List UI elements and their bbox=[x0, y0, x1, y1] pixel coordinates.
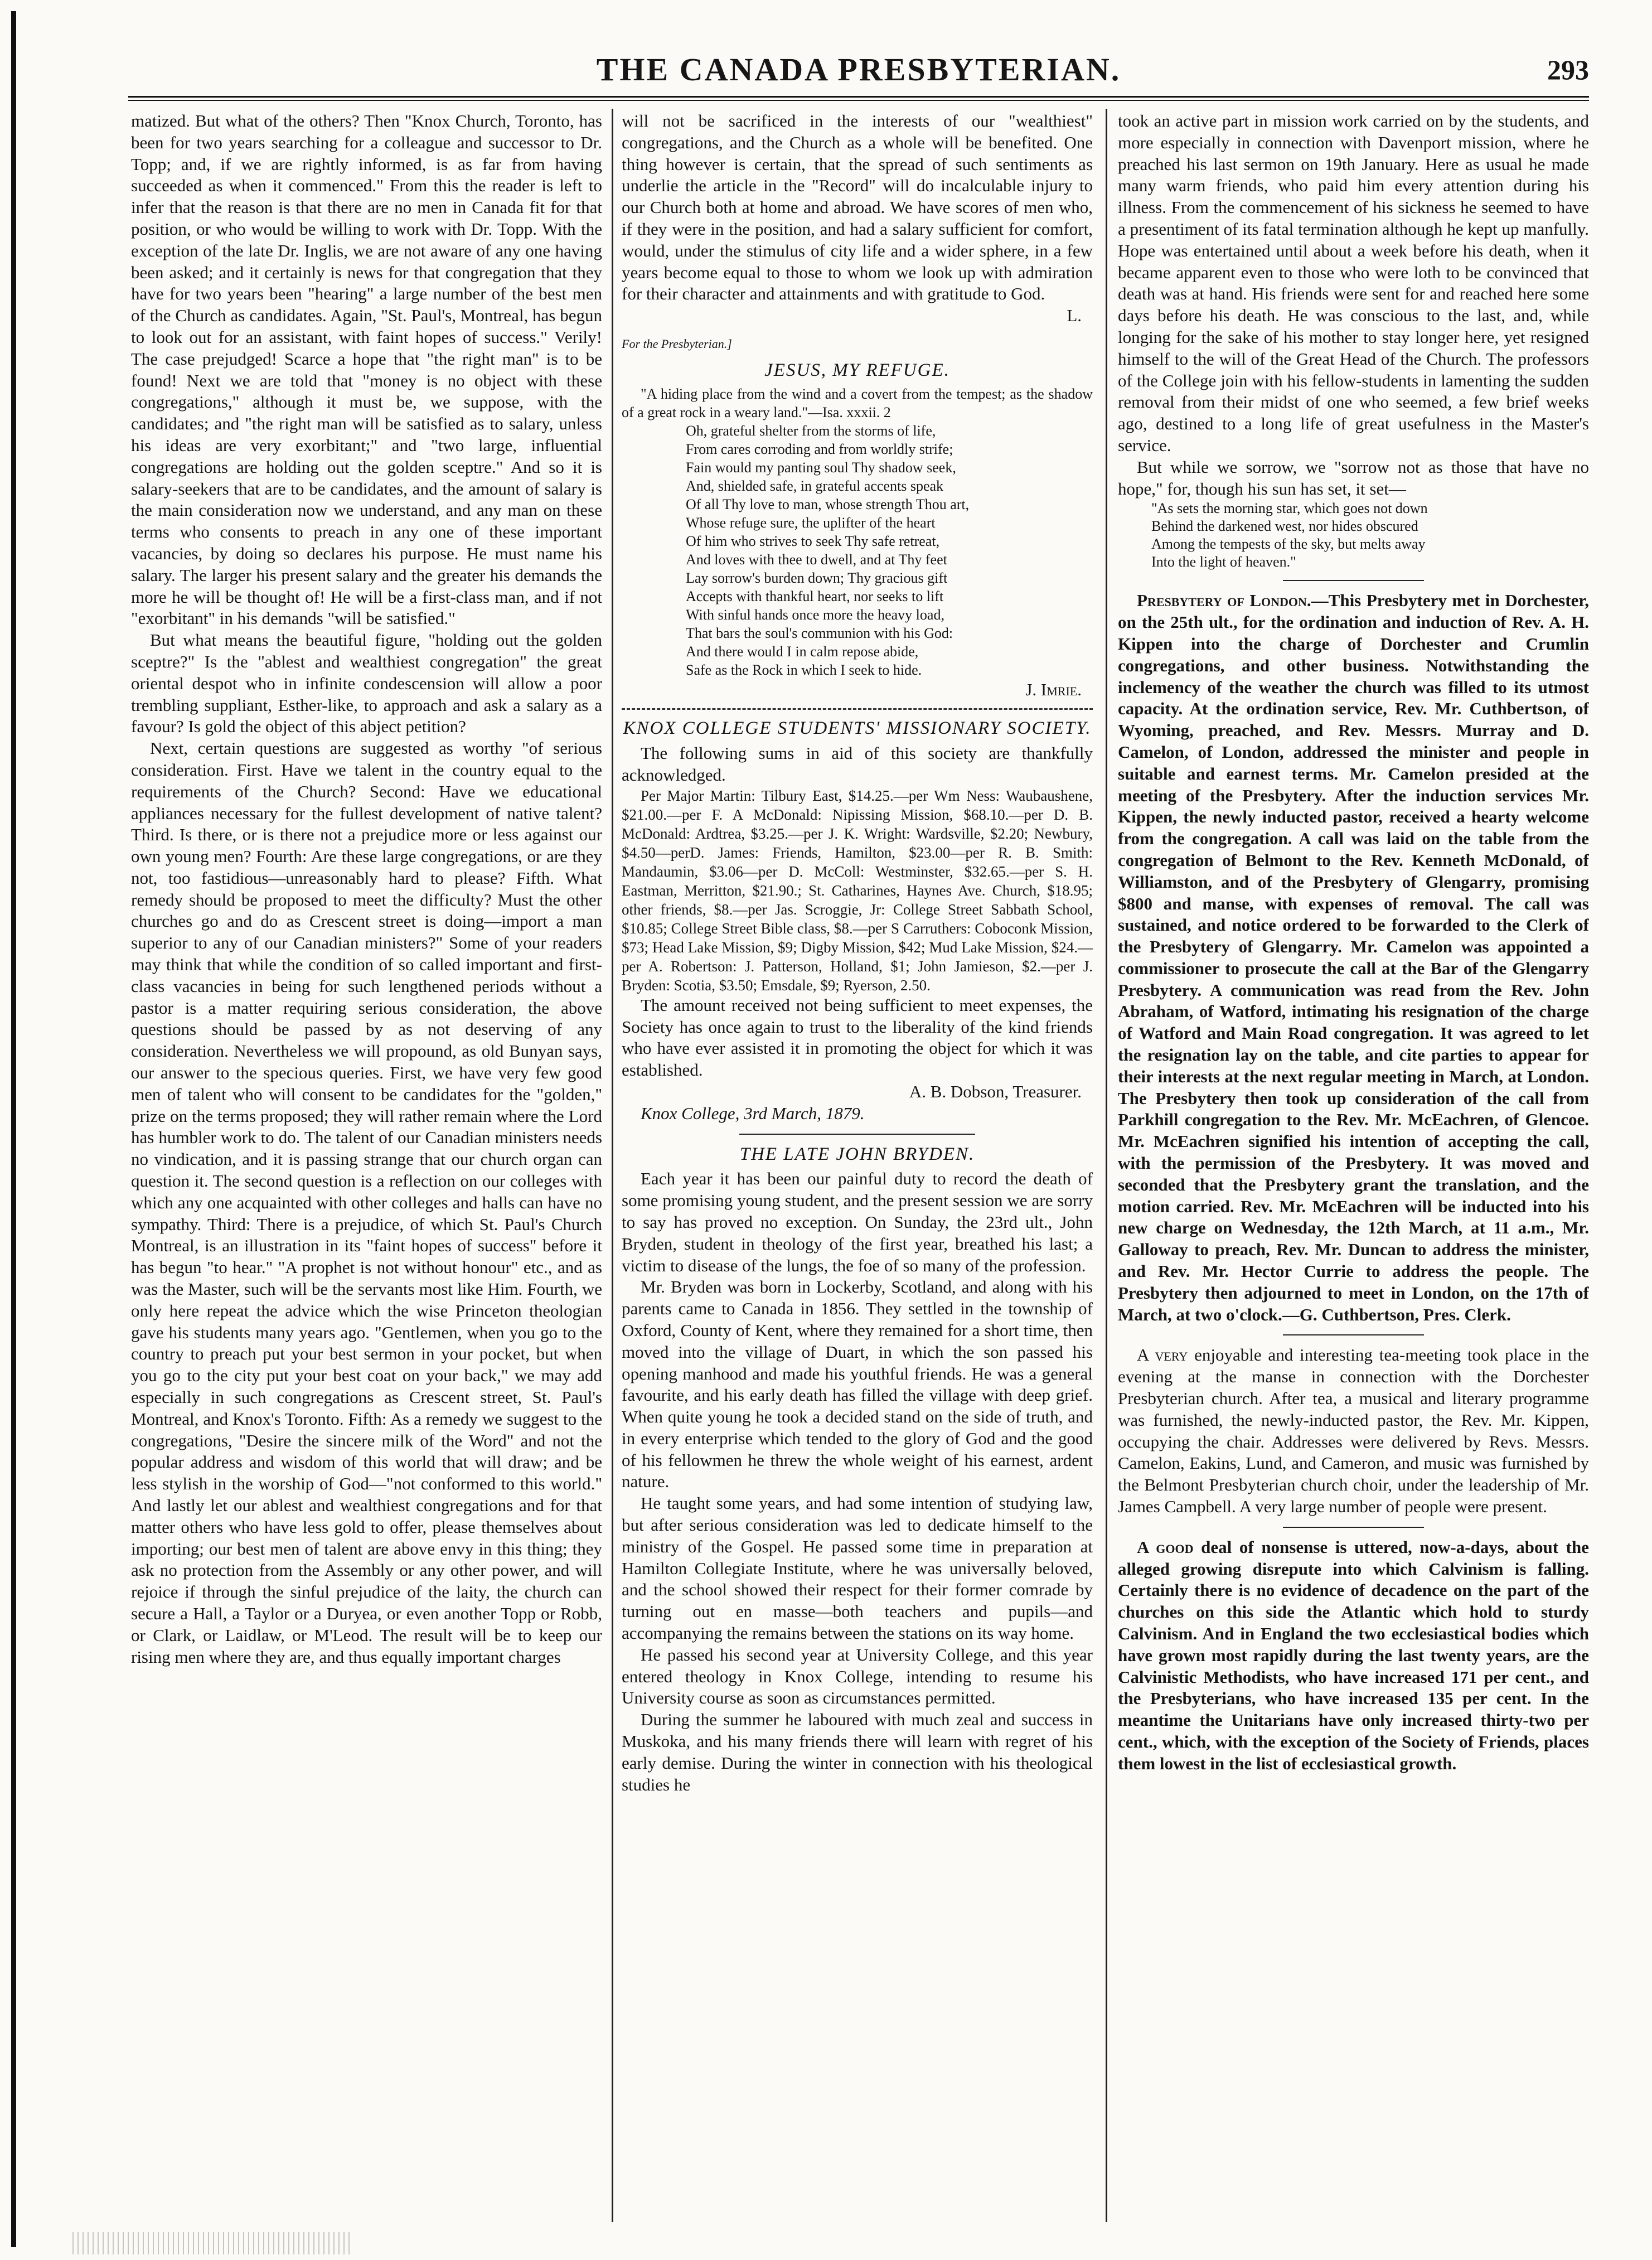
editorial-continued: will not be sacrificed in the interests of our "wealthiest" congregations, and the Church as a whole will be benefited. One thing however is certain, that the spread of such sentiments as underlie the article in the "Record" will do incalculable injury to our Church both at home and abroad. We have scores of men who, if they were in the position, and had a salary sufficient for comfort, would, under the stimulus of city life and a wider sphere, in a few years become equal to those to whom we look up with admiration for their character and attainments and with gratitude to God. bbox=[622, 111, 1093, 304]
quote-line: Behind the darkened west, nor hides obscured bbox=[1151, 518, 1418, 535]
society-dateline: Knox College, 3rd March, 1879. bbox=[641, 1103, 865, 1123]
presbytery-lead: Presbytery of London. bbox=[1137, 591, 1311, 611]
column-1 bbox=[131, 110, 602, 2224]
poem-byline: For the Presbyterian.] bbox=[622, 336, 732, 351]
poem-line: That bars the soul's communion with his God: bbox=[686, 625, 953, 641]
column-rule bbox=[612, 109, 613, 2222]
poem-title: JESUS, MY REFUGE. bbox=[764, 360, 950, 380]
obituary-title: THE LATE JOHN BRYDEN. bbox=[739, 1144, 975, 1164]
header-rule bbox=[128, 96, 1589, 98]
section-divider bbox=[739, 1134, 975, 1135]
section-divider bbox=[1283, 580, 1425, 581]
quote-line: Among the tempests of the sky, but melts away bbox=[1151, 536, 1426, 553]
header-rule-thin bbox=[128, 100, 1589, 101]
poem-line: Fain would my panting soul Thy shadow seek, bbox=[686, 459, 956, 476]
editorial-paragraph: But what means the beautiful figure, "holding out the golden sceptre?" Is the "ablest and wealthiest congregation" the great oriental despot who in infinite condescension will allow a poor trembling suppliant, Esther-like, to approach and ask a salary as a favour? Is gold the object of this abject petition? bbox=[131, 630, 602, 737]
tea-lead: A very bbox=[1137, 1345, 1188, 1365]
obituary-paragraph: He taught some years, and had some intention of studying law, but after serious consideration was led to dedicate himself to the ministry of the Gospel. He passed some time in preparation at Hamilton Collegiate Institute, where he was universally beloved, and the school showed their respect for their former comrade by turning out en masse—both teachers and pupils—and accompanying the remains between the stations on its way home. bbox=[622, 1493, 1093, 1643]
editorial-paragraph: matized. But what of the others? Then "Knox Church, Toronto, has been for two years searching for a colleague and successor to Dr. Topp; and, if we are rightly informed, is as far from having succeeded as when it commenced." From this the reader is left to infer that the reason is that there are no men in Canada fit for that position, or who would be willing to work with Dr. Topp. With the exception of the late Dr. Inglis, we are not aware of any one having been asked; and it certainly is news for that congregation that they have for two years been "hearing" a large number of the best men of the Church as candidates. Again, "St. Paul's, Montreal, has begun to look out for an assistant, with faint hopes of success." Verily! The case prejudged! Scarce a hope that "the right man" is to be found! Next we are told that "money is no object with these congregations," although it must be, we suppose, with the candidates; and "the right man will be satisfied as to salary, unless his ideas are very exorbitant;" and "two large, influential congregations are holding out the golden sceptre." And so it is salary-seekers that are to be candidates, and the amount of salary is the main consideration now we understand, and any man on these terms who consents to preach in any one of these important vacancies, by doing so declares his purpose. He must name his salary. The larger his present salary and the greater his demands the more he will be thought of! He will be a first-class man, and if not "exorbitant" in his demands "will be satisfied." bbox=[131, 111, 602, 628]
poem-line: Oh, grateful shelter from the storms of life, bbox=[686, 422, 936, 439]
masthead bbox=[128, 45, 1589, 95]
poem-line: Safe as the Rock in which I seek to hide. bbox=[686, 661, 922, 678]
poem-line: Of all Thy love to man, whose strength Thou art, bbox=[686, 496, 970, 512]
column-3 bbox=[1118, 110, 1589, 2224]
poem-line: And, shielded safe, in grateful accents speak bbox=[686, 477, 944, 494]
poem-line: Whose refuge sure, the uplifter of the heart bbox=[686, 514, 936, 531]
poem-line: And loves with thee to dwell, and at Thy feet bbox=[686, 551, 947, 568]
tea-text: enjoyable and interesting tea-meeting took place in the evening at the manse in connection with the Dorchester Presbyterian church. After tea, a musical and literary programme was furnished, the newly-inducted pastor, the Rev. Mr. Kippen, occupying the chair. Addresses were delivered by Revs. Messrs. Camelon, Eakins, Lund, and Cameron, and music was furnished by the Belmont Presbyterian church choir, under the leadership of Mr. James Campbell. A very large number of people were present. bbox=[1118, 1345, 1589, 1517]
calvin-text: deal of nonsense is uttered, now-a-days, about the alleged growing disrepute into which Calvinism is falling. Certainly there is no evidence of decadence on the part of the churches on this side the Atlantic which hold to sturdy Calvinism. And in England the two ecclesiastical bodies which have grown most rapidly during the last twenty years, are the Calvinistic Methodists, who have increased 171 per cent., and the Presbyterians, who have increased 135 per cent. In the meantime the Unitarians have only increased thirty-two per cent., which, with the exception of the Society of Friends, places them lowest in the list of ecclesiastical growth. bbox=[1118, 1537, 1589, 1773]
society-treasurer: A. B. Dobson, Treasurer. bbox=[909, 1081, 1082, 1101]
obituary-paragraph: Each year it has been our painful duty to record the death of some promising young student, and the present session we are sorry to say has proved no exception. On Sunday, the 23rd ult., John Bryden, student in theology of the first year, breathed his last; a victim to disease of the lungs, the foe of so many of the profession. bbox=[622, 1169, 1093, 1275]
editorial-signature: L. bbox=[1067, 306, 1082, 326]
poem-line: With sinful hands once more the heavy load, bbox=[686, 606, 944, 623]
section-divider bbox=[1283, 1334, 1425, 1335]
obituary-continued: took an active part in mission work carried on by the students, and more especially in connection with Davenport mission, where he preached his last sermon on 19th January. Here as usual he made many warm friends, who paid him every attention during his illness. From the commencement of his sickness he seemed to have a presentiment of its fatal termination although he kept up manfully. Hope was entertained until about a week before his death, when it became apparent even to those who were loth to be convinced that death was at hand. His friends were sent for and reached here some days before his death. He was conscious to the last, and, while longing for the sake of his mother to stay longer here, yet resigned himself to the will of the Great Head of the Church. The professors of the College join with his fellow-students in lamenting the sudden removal from their midst of one who seemed, a few brief weeks ago, destined to a long life of great usefulness in the Master's service. bbox=[1118, 111, 1589, 455]
poem-author: J. Imrie. bbox=[1025, 679, 1082, 699]
poem-epigraph: "A hiding place from the wind and a covert from the tempest; as the shadow of a great rock in a weary land."—Isa. xxxii. 2 bbox=[622, 385, 1093, 420]
presbytery-report bbox=[1118, 590, 1589, 1325]
page-binding-edge bbox=[11, 11, 16, 2247]
tea-meeting-report bbox=[1118, 1344, 1589, 1517]
section-divider bbox=[1283, 1527, 1425, 1528]
society-intro: The following sums in aid of this society are thankfully acknowledged. bbox=[622, 743, 1093, 785]
newspaper-title: THE CANADA PRESBYTERIAN. bbox=[596, 51, 1121, 88]
obituary-paragraph: But while we sorrow, we "sorrow not as those that have no hope," for, though his sun has set, it set— bbox=[1118, 457, 1589, 499]
column-2 bbox=[622, 110, 1093, 2224]
obituary-paragraph: During the summer he laboured with much zeal and success in Muskoka, and his many friends there will learn with regret of his early demise. During the winter in connection with his theological studies he bbox=[622, 1710, 1093, 1794]
quote-line: Into the light of heaven." bbox=[1151, 554, 1296, 570]
page-number: 293 bbox=[1547, 54, 1589, 85]
editorial-paragraph: Next, certain questions are suggested as worthy "of serious consideration. First. Have we talent in the country equal to the requirements of the Church? Second: Have we educational appliances necessary for the fullest development of native talent? Third. Is there, or is there not a prejudice more or less against our own young men? Fourth: Are these large congregations, or are they not, too fastidious—unreasonably hard to please? Fifth. What remedy should be proposed to meet the difficulty? Must the other churches go and do as Crescent street is doing—import a man superior to any of our Canadian ministers?" Some of your readers may think that while the condition of so called important and first-class vacancies in being for such lengthened periods without a pastor is a matter requiring serious consideration, the above questions should be passed by as not deserving of any consideration. Nevertheless we will propound, as old Bunyan says, our answer to the specious queries. First, we have very few good men of talent who will consent to be candidates for the "golden," prize on the terms proposed; they will rather remain where the Lord has humbler work to do. The talent of our Canadian ministers needs no vindication, and it is passing strange that our church organ can question it. The second question is a reflection on our colleges with which any one acquainted with other colleges and halls can have no sympathy. Third: There is a prejudice, of which St. Paul's Church Montreal, is an illustration in its "faint hopes of success" before it has begun "to hear." "A prophet is not without honour" etc., and as was the Master, such will be the servants most like Him. Fourth, we only here repeat the advice which the wise Princeton theologian gave his students many years ago. "Gentlemen, when you go to the country to preach put your best sermon in your pocket, but when you go to the city put your best coat on your back," we may add especially in such congregations as Crescent street, St. Paul's Montreal, and Knox's Toronto. Fifth: As a remedy we suggest to the congregations, "Desire the sincere milk of the Word" and not the popular address and wisdom of this world that will draw; and be less stylish in the worship of God—"not conformed to this world." And lastly let our ablest and wealthiest congregations and for that matter others who have less gold to offer, please themselves about importing; our best men of talent are above envy in this thing; they ask no protection from the Assembly or any other power, and will rejoice if through the sinful prejudice of the laity, the church can secure a Hall, a Taylor or a Duryea, or even another Topp or Robb, or Clark, or Laidlaw, or M'Leod. The result will be to keep our rising men where they are, and thus equally important charges bbox=[131, 738, 602, 1667]
poem-line: And there would I in calm repose abide, bbox=[686, 643, 919, 660]
obituary-quote bbox=[1151, 500, 1589, 571]
society-title: KNOX COLLEGE STUDENTS' MISSIONARY SOCIETY. bbox=[623, 718, 1092, 739]
poem-line: From cares corroding and from worldly strife; bbox=[686, 441, 953, 457]
print-speckle bbox=[72, 2232, 351, 2254]
section-divider bbox=[622, 708, 1093, 710]
obituary-paragraph: He passed his second year at University College, and this year entered theology in Knox College, intending to resume his University course as soon as circumstances permitted. bbox=[622, 1644, 1093, 1708]
obituary-paragraph: Mr. Bryden was born in Lockerby, Scotland, and along with his parents came to Canada in 1856. They settled in the township of Oxford, County of Kent, where they remained for a short time, then moved into the village of Duart, in which the son passed his opening manhood and made his youthful friends. He was a general favourite, and his early death has filled the village with deep grief. When quite young he took a decided stand on the side of truth, and in every enterprise which tended to the glory of God and the good of his fellowmen he threw the whole weight of his earnest, ardent nature. bbox=[622, 1277, 1093, 1492]
poem-line: Accepts with thankful heart, nor seeks to lift bbox=[686, 588, 944, 604]
poem-line: Of him who strives to seek Thy safe retreat, bbox=[686, 533, 940, 549]
poem-body bbox=[686, 422, 1093, 679]
calvinism-note bbox=[1118, 1537, 1589, 1775]
calvin-lead: A good bbox=[1137, 1537, 1194, 1557]
quote-line: "As sets the morning star, which goes not down bbox=[1151, 500, 1428, 517]
column-rule bbox=[1106, 109, 1107, 2222]
presbytery-text: —This Presbytery met in Dorchester, on the 25th ult., for the ordination and induction of Rev. A. H. Kippen into the charge of Dorchester and Crumlin congregations, and other business. Notwithstanding the inclemency of the weather the church was filled to its utmost capacity. At the ordination service, Rev. Mr. Cuthbertson, of Wyoming, preached, and Rev. Messrs. Murray and D. Camelon, of London, addressed the minister and people in suitable and earnest terms. Mr. Camelon presided at the meeting of the Presbytery. After the induction services Mr. Kippen, the newly inducted pastor, received a hearty welcome from the congregation. A call was laid on the table from the congregation of Belmont to the Rev. Kenneth McDonald, of Williamston, and of the Presbytery of Glengarry, promising $800 and manse, with expenses of removal. The call was sustained, and notice ordered to be forwarded to the Clerk of the Presbytery of Glengarry. Mr. Camelon was appointed a commissioner to prosecute the call at the Bar of the Glengarry Presbytery. A communication was read from the Rev. John Abraham, of Watford, intimating his resignation of the charge of Watford and Main Road congregation. It was agreed to let the resignation lay on the table, and cite parties to appear for their interests at the next regular meeting in March, at London. The Presbytery then took up consideration of the call from Parkhill congregation to the Rev. Mr. McEachren, of Glencoe. Mr. McEachren signified his intention of accepting the call, with the permission of the Presbytery. It was moved and seconded that the Presbytery grant the translation, and the motion carried. Rev. Mr. McEachren will be inducted into his new charge on Wednesday, the 12th March, at 11 a.m., Mr. Galloway to preach, Rev. Mr. Duncan to address the minister, and Rev. Mr. Hector Currie to address the people. The Presbytery then adjourned to meet in London, on the 17th of March, at two o'clock.—G. Cuthbertson, Pres. Clerk. bbox=[1118, 591, 1589, 1324]
poem-line: Lay sorrow's burden down; Thy gracious gift bbox=[686, 569, 948, 586]
society-donations: Per Major Martin: Tilbury East, $14.25.—per Wm Ness: Waubaushene, $21.00.—per F. A McDonald: Nipissing Mission, $68.10.—per D. B. McDonald: Ardtrea, $3.25.—per J. K. Wright: Wardsville, $2.20; Newbury, $4.50—perD. James: Friends, Hamilton, $23.00—per R. B. Smith: Mandaumin, $3.06—per D. McColl: Westminster, $32.65.—per S. H. Eastman, Merritton, $21.90.; St. Catharines, Haynes Ave. Church, $18.95; other friends, $8.—per Jas. Scroggie, Jr: College Street Sabbath School, $10.85; College Street Bible class, $8.—per S Carruthers: Coboconk Mission, $73; Head Lake Mission, $9; Digby Mission, $42; Mud Lake Mission, $24.—per A. Robertson: J. Patterson, Holland, $1; John Jamieson, $2.—per J. Bryden: Scotia, $3.50; Emsdale, $9; Ryerson, 2.50. bbox=[622, 787, 1093, 994]
society-closing: The amount received not being sufficient to meet expenses, the Society has once again to trust to the liberality of the kind friends who have ever assisted it in promoting the object for which it was established. bbox=[622, 995, 1093, 1080]
